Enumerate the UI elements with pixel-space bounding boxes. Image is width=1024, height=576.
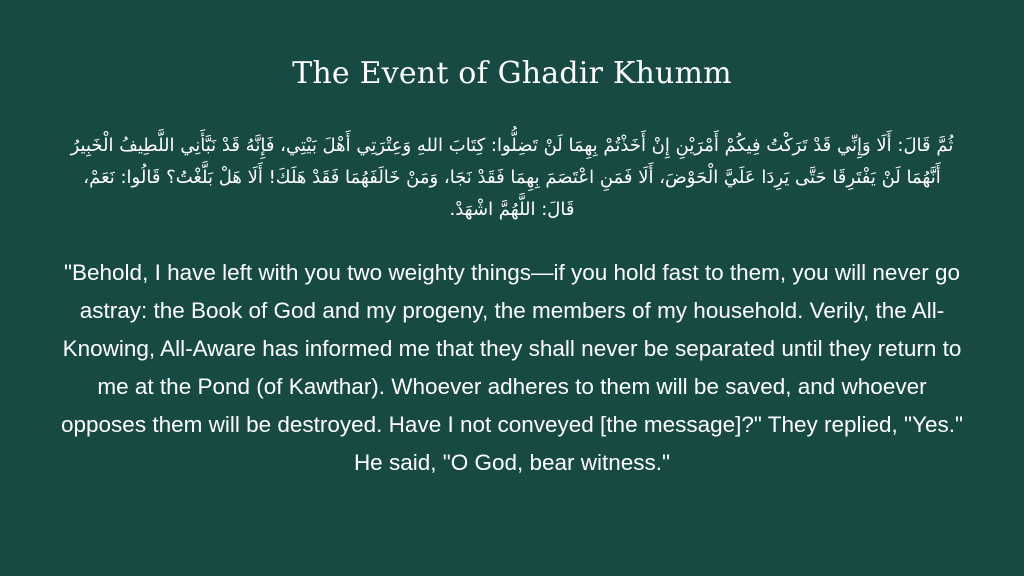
- english-translation: "Behold, I have left with you two weighty things—if you hold fast to them, you will never go astray: the Book of God and my progeny, the members of my household. Verily, the All-Knowing, All-Aware has informed me that they shall never be separated until they return to me at the Pond (of Kawthar). Whoever adheres to them will be saved, and whoever opposes them will be destroyed. Have I not conveyed [the message]?" They replied, "Yes." He said, "O God, bear witness.": [61, 260, 963, 475]
- arabic-quote: ثُمَّ قَالَ: أَلَا وَإِنِّي قَدْ تَرَكْتُ فِيكُمْ أَمْرَيْنِ إِنْ أَخَذْتُمْ بِهِمَا لَنْ تَضِلُّوا: كِتَابَ اللهِ وَعِتْرَتِي أَهْلَ بَيْتِي، فَإِنَّهُ قَدْ نَبَّأَنِي اللَّطِيفُ الْخَبِيرُ أَنَّهُمَا لَنْ يَفْتَرِقَا حَتَّى يَرِدَا عَلَيَّ الْحَوْضَ، أَلَا فَمَنِ اعْتَصَمَ بِهِمَا فَقَدْ نَجَا، وَمَنْ خَالَفَهُمَا فَقَدْ هَلَكَ! أَلَا هَلْ بَلَّغْتُ؟ قَالُوا: نَعَمْ، قَالَ: اللَّهُمَّ اشْهَدْ.: [70, 135, 954, 220]
- slide-title: The Event of Ghadir Khumm: [292, 56, 732, 91]
